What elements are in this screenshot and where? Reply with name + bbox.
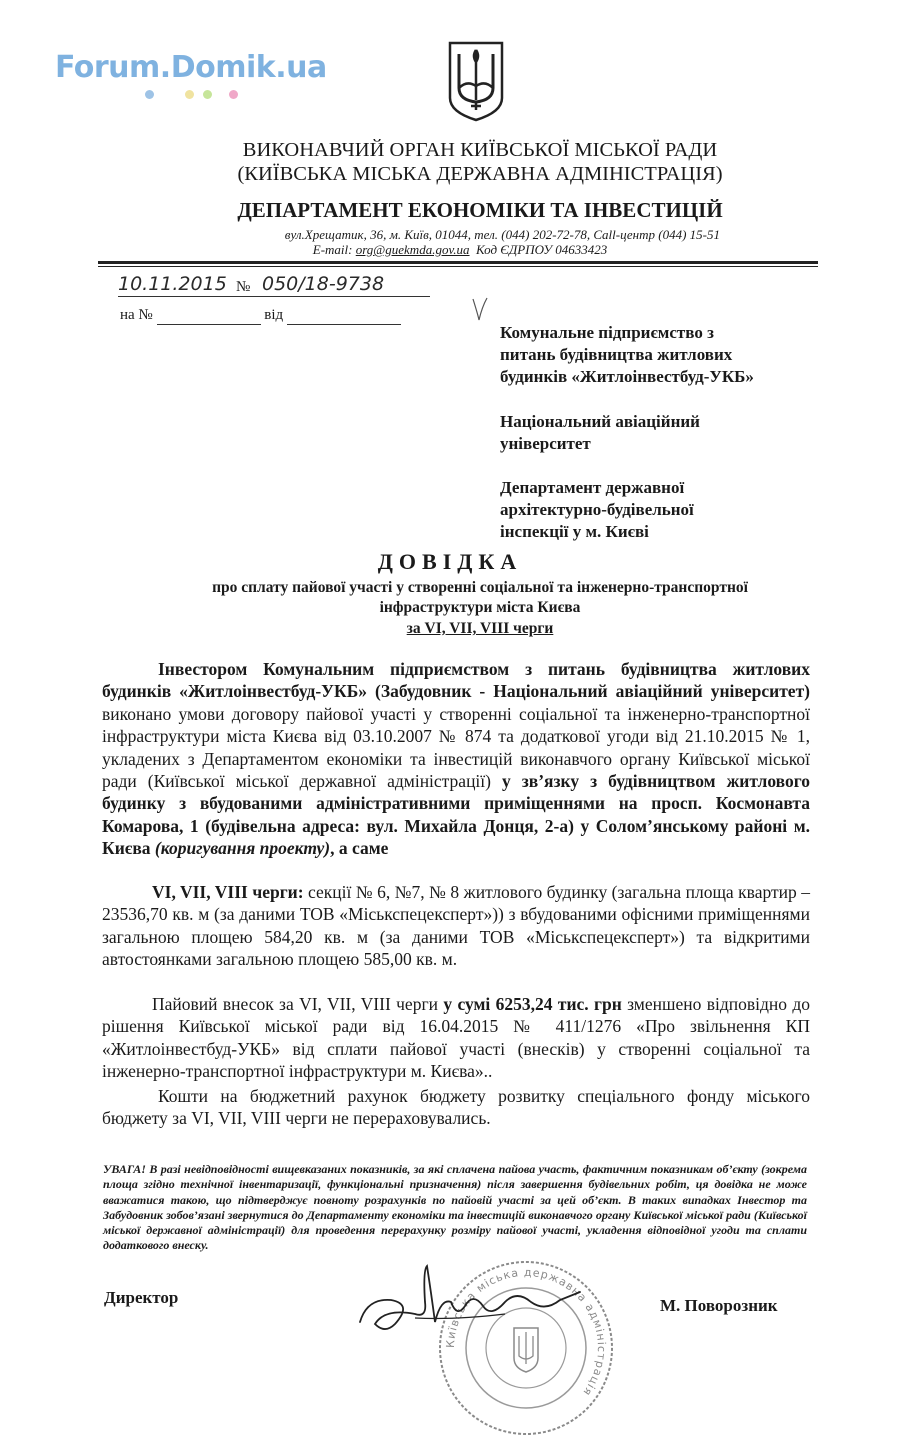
body-text: Пайовий внесок за VI, VII, VIII черги (152, 994, 444, 1014)
recipient-line: університет (500, 434, 591, 453)
recipient-line: архітектурно-будівельної (500, 500, 694, 519)
check-mark-icon (470, 295, 490, 323)
recipient-line: будинків «Житлоінвестбуд-УКБ» (500, 367, 754, 386)
forum-watermark: Forum.Domik.ua (55, 50, 327, 85)
recipient-line: питань будівництва житлових (500, 345, 733, 364)
body-bold: у сумі 6253,24 тис. грн (443, 994, 622, 1014)
email-label: E-mail: (312, 242, 356, 257)
body-paragraph-4: Кошти на бюджетний рахунок бюджету розвитку спеціального фонду міського бюджету за VI, VII, VIII черги не перераховувались. (102, 1086, 810, 1129)
body-text: секції № 6, №7, № 8 житлового будинку (загальна площа квартир – 23536,70 кв. м (за даними ТОВ «Міськспецексперт»)) з вбудованими офісними приміщеннями загальною площею 584,20 кв. м (за даними ТОВ «Міськспецексперт») та відкритими автостоянками загальною площею 585,00 кв. м. (102, 882, 810, 970)
watermark-dot (229, 90, 238, 99)
document-subtitle: про сплату пайової участі у створенні соціальної та інженерно-транспортної (212, 579, 748, 596)
org-name-line2: (КИЇВСЬКА МІСЬКА ДЕРЖАВНА АДМІНІСТРАЦІЯ) (237, 163, 723, 185)
reply-number-blank (157, 307, 261, 325)
reply-from-label: від (264, 307, 284, 323)
watermark-dot (203, 90, 212, 99)
outgoing-number: 050/18-9738 (262, 273, 385, 295)
body-paragraph-2 (102, 881, 810, 971)
reply-number-row (120, 307, 401, 325)
document-subtitle-queues: за VI, VII, VIII черги (406, 620, 554, 637)
body-text: зменшено відповідно до рішення Київської міської ради від 16.04.2015 № 411/1276 «Про звільнення КП «Житлоінвестбуд-УКБ» від сплати пайової участі (внесків) у створенні соціальної та інженерно-транспортної інфраструктури м. Києва».. (102, 994, 810, 1082)
trident-coat-of-arms-icon (447, 40, 505, 122)
body-paragraph-1 (102, 658, 810, 860)
stamp-text: Київська міська державна адміністрація (443, 1265, 609, 1399)
body-text: виконано умови договору пайової участі у створенні соціальної та інженерно-транспортної інфраструктури міста Києва від 03.10.2007 № 874 та додаткової угоди від 21.10.2015 № 1, укладених з Департаментом економіки та інвестицій виконавчого органу Київської міської ради (Київської міської державної адміністрації) (102, 703, 810, 792)
document-subtitle: інфраструктури міста Києва (379, 599, 581, 616)
reply-date-blank (287, 307, 401, 325)
handwritten-signature-icon (355, 1262, 585, 1352)
reply-number-label: на № (120, 307, 153, 323)
contact-line (200, 242, 720, 258)
recipient-line: інспекції у м. Києві (500, 522, 649, 541)
recipient-line: Департамент державної (500, 478, 685, 497)
registration-underline (118, 296, 430, 297)
org-name-line1: ВИКОНАВЧИЙ ОРГАН КИЇВСЬКОЇ МІСЬКОЇ РАДИ (242, 139, 718, 161)
recipient-1 (500, 322, 754, 388)
document-title: ДОВІДКА (377, 549, 523, 574)
edrpou-code: Код ЄДРПОУ 04633423 (476, 242, 608, 257)
warning-notice: УВАГА! В разі невідповідності вищевказаних показників, за які сплачена пайова участь, фактичним показникам об’єкту (зокрема площа згідно технічної інвентаризації, функціональні призначення) після завершення будівельних робіт, ця довідка не може вважатися такою, що підтверджує повноту розрахунків по пайовій участі за цей об’єкт. В таких випадках Інвестор та Забудовник зобов’язані звернутися до Департаменту економіки та інвестицій виконавчого органу Київської міської ради (Київської міської державної адміністрації) для проведення перерахунку розміру пайової участі, укладення відповідної угоди та сплати додаткового внеску. (103, 1162, 807, 1253)
header-rule-thin (98, 266, 818, 267)
body-bold-italic: (коригування проекту) (154, 838, 331, 859)
signatory-name: М. Поворозник (660, 1296, 778, 1315)
department-name: ДЕПАРТАМЕНТ ЕКОНОМІКИ ТА ІНВЕСТИЦІЙ (237, 198, 723, 222)
watermark-dot (145, 90, 154, 99)
outgoing-date: 10.11.2015 (118, 273, 227, 295)
watermark-dot (185, 90, 194, 99)
recipient-3 (500, 477, 694, 543)
signatory-position: Директор (104, 1288, 179, 1307)
recipient-line: Національний авіаційний (500, 412, 700, 431)
recipient-2 (500, 411, 700, 455)
body-bold: Інвестором Комунальним підприємством з питань будівництва житлових будинків «Житлоінвестбуд-УКБ» (Забудовник - Національний авіаційний університет) (102, 659, 810, 702)
body-bold: , а саме (330, 838, 389, 859)
number-label: № (236, 279, 251, 295)
email-link[interactable]: org@guekmda.gov.ua (355, 242, 470, 257)
watermark-dots (145, 90, 245, 100)
body-paragraph-3 (102, 993, 810, 1083)
address-line: вул.Хрещатик, 36, м. Київ, 01044, тел. (044) 202-72-78, Call-центр (044) 15-51 (284, 227, 720, 242)
body-bold: VI, VII, VIII черги: (152, 882, 304, 902)
header-rule (98, 261, 818, 264)
recipient-line: Комунальне підприємство з (500, 323, 714, 342)
body-bold: у зв’язку з будівництвом житлового будинку з вбудованими адміністративними приміщеннями на просп. Космонавта Комарова, 1 (будівельна адреса: вул. Михайла Донця, 2-а) у Солом’янському районі м. Києва (102, 771, 810, 859)
